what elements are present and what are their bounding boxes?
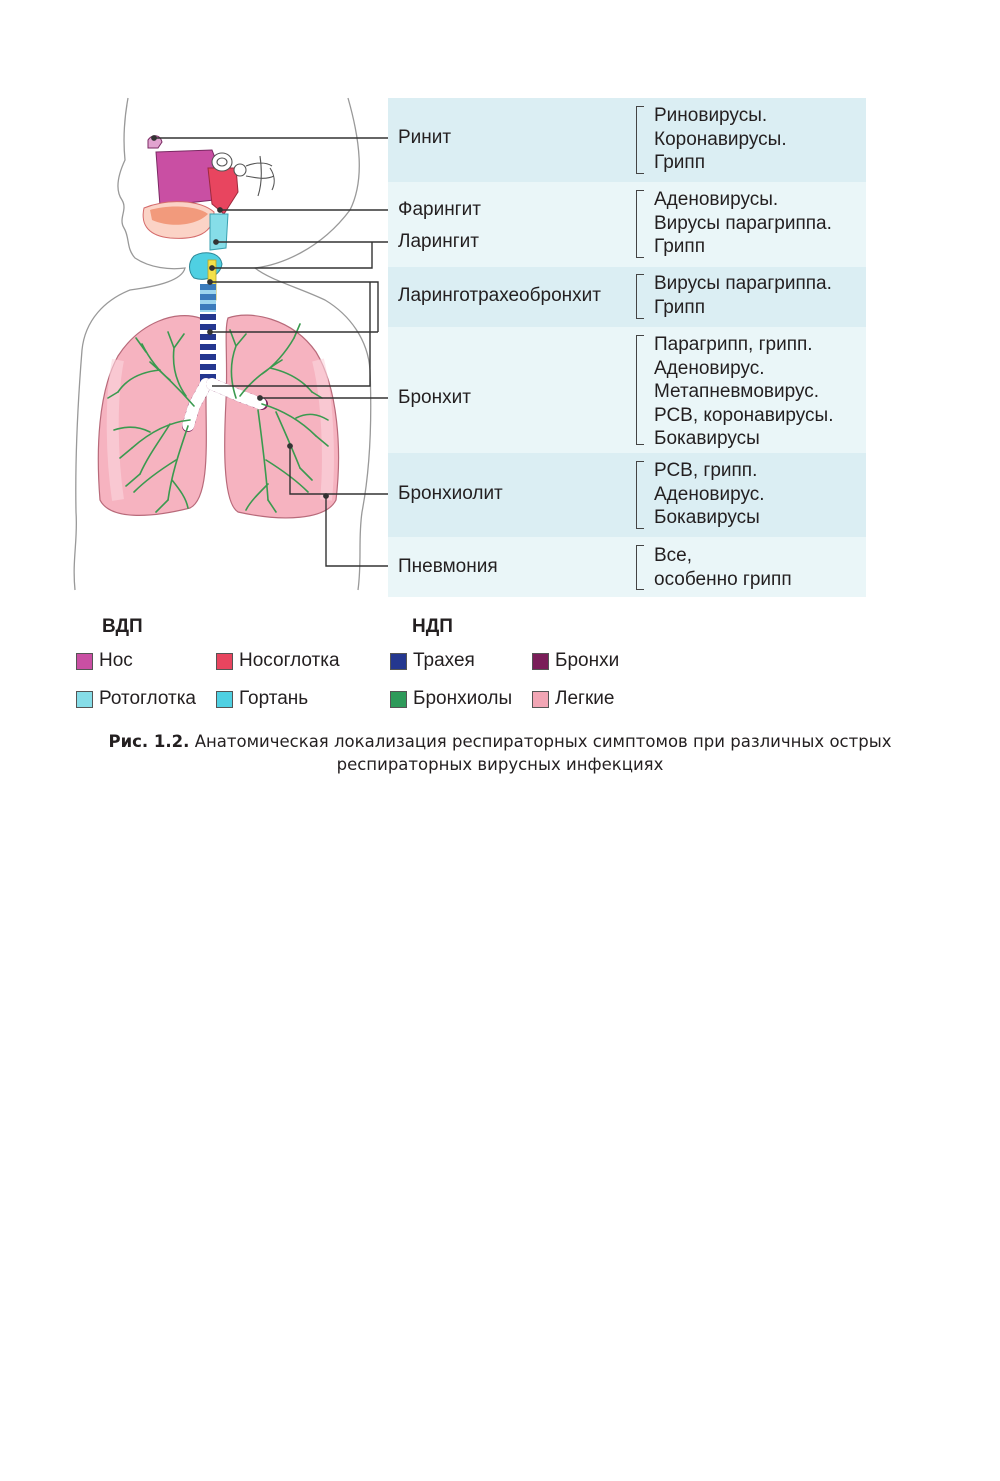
oropharynx-shape [210, 214, 228, 250]
virus-item: РСВ, коронавирусы. [654, 404, 834, 426]
legend-swatch [76, 653, 93, 670]
legend-swatch [532, 653, 549, 670]
bracket-bronchiolitis [636, 461, 644, 529]
virus-item: Коронавирусы. [654, 128, 787, 150]
legend-swatch [532, 691, 549, 708]
legend-swatch [216, 691, 233, 708]
legend-item-lungs [532, 688, 614, 710]
virus-list-pneumonia [654, 544, 792, 591]
figure-caption [70, 730, 930, 776]
legend-item-nose [76, 650, 133, 672]
disease-label-rhinitis: Ринит [398, 127, 452, 148]
virus-item: Вирусы парагриппа. [654, 212, 832, 234]
legend-label: Трахея [413, 650, 475, 671]
anatomy-illustration [0, 0, 1000, 620]
disease-label-pneumonia: Пневмония [398, 556, 498, 577]
virus-item: Аденовирусы. [654, 189, 779, 210]
virus-item: Грипп [654, 152, 705, 173]
legend-item-nasopharynx [216, 650, 340, 672]
caption-text: Анатомическая локализация респираторных симптомов при различных острых респираторных вирусных инфекциях [194, 732, 892, 774]
legend-swatch [216, 653, 233, 670]
legend-item-oropharynx [76, 688, 196, 710]
virus-item: Вирусы парагриппа. [654, 273, 832, 294]
disease-label-bronchiolitis: Бронхиолит [398, 483, 503, 504]
nasopharynx-shape [208, 168, 238, 214]
disease-label-laryngitis: Ларингит [398, 231, 479, 252]
disease-label-pharyngitis: Фарингит [398, 199, 481, 220]
virus-list-bronchitis [654, 333, 833, 451]
legend-item-larynx [216, 688, 308, 710]
virus-item: Грипп [654, 296, 705, 318]
bracket-pharyngitis [636, 190, 644, 258]
virus-item: Бокавирусы [654, 507, 760, 528]
legend-title-lower: НДП [412, 616, 453, 637]
legend-label: Нос [99, 650, 133, 671]
disease-label-bronchitis: Бронхит [398, 387, 471, 408]
bracket-bronchitis [636, 335, 644, 445]
legend-label: Носоглотка [239, 650, 340, 671]
virus-item: особенно грипп [654, 568, 792, 590]
legend-item-bronchi [532, 650, 619, 672]
legend-swatch [390, 691, 407, 708]
legend-label: Легкие [555, 688, 615, 709]
virus-list-bronchiolitis [654, 459, 765, 530]
virus-item: Все, [654, 545, 693, 566]
virus-list-pharyngitis [654, 188, 832, 259]
virus-item: Парагрипп, грипп. [654, 334, 813, 355]
virus-item: РСВ, грипп. [654, 460, 758, 481]
legend-item-bronchioles [390, 688, 512, 710]
legend-label: Ротоглотка [99, 688, 197, 709]
legend-label: Гортань [239, 688, 309, 709]
virus-item: Аденовирус. [654, 357, 765, 379]
bracket-laryngotracheobronchitis [636, 274, 644, 319]
bracket-rhinitis [636, 106, 644, 174]
legend-item-trachea [390, 650, 475, 672]
virus-item: Аденовирус. [654, 483, 765, 505]
larynx-shape [190, 253, 223, 280]
caption-label: Рис. 1.2. [108, 732, 190, 751]
virus-item: Бокавирусы [654, 428, 760, 449]
legend-title-upper: ВДП [102, 616, 143, 637]
legend-swatch [76, 691, 93, 708]
legend-label: Бронхи [555, 650, 620, 671]
legend-swatch [390, 653, 407, 670]
virus-list-rhinitis [654, 104, 787, 175]
legend-label: Бронхиолы [413, 688, 513, 709]
virus-list-laryngotracheobronchitis [654, 272, 832, 319]
bracket-pneumonia [636, 545, 644, 590]
virus-item: Грипп [654, 236, 705, 257]
disease-label-laryngotracheobronchitis: Ларинготрахеобронхит [398, 285, 601, 306]
virus-item: Риновирусы. [654, 105, 768, 126]
virus-item: Метапневмовирус. [654, 381, 820, 402]
